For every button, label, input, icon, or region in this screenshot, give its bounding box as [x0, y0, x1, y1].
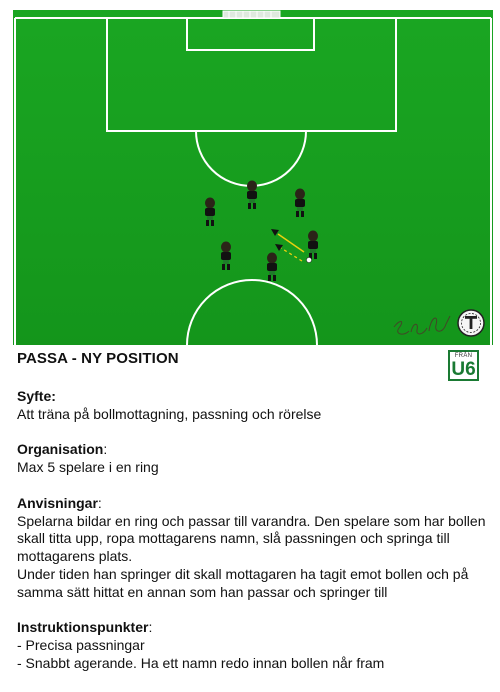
- pitch-surface: [13, 10, 493, 345]
- list-item: - Snabbt agerande. Ha ett namn redo innan bollen når fram: [17, 654, 385, 671]
- section-text: Max 5 spelare i en ring: [17, 459, 159, 476]
- heading-colon: :: [148, 619, 153, 636]
- paragraph: Spelarna bildar en ring och passar till varandra. Den spelare som har bollen skall titta upp, ropa mottagarens namn, slå passningen och springa till mottagarens plats.: [17, 512, 486, 565]
- section-heading: Syfte:: [17, 388, 56, 404]
- club-logo-icon: [458, 310, 484, 336]
- section-heading: Instruktionspunkter: [17, 619, 149, 636]
- instruction-list: [17, 637, 487, 673]
- pitch-diagram: [13, 10, 493, 345]
- heading-colon: :: [103, 441, 108, 458]
- ball-icon: [306, 257, 311, 262]
- section-syfte: [17, 388, 487, 424]
- badge-age-group: U6: [451, 359, 476, 380]
- paragraph: Under tiden han springer dit skall mottagaren ha tagit emot bollen och på samma sätt hittat en annan som han passar och springer till: [17, 565, 469, 600]
- section-anvisningar: [17, 495, 487, 602]
- section-heading: Organisation: [17, 441, 104, 458]
- goal-icon: [223, 11, 280, 18]
- drill-description: [17, 388, 487, 691]
- badge-from-label: FRÅN: [454, 353, 473, 359]
- section-text: Att träna på bollmottagning, passning och rörelse: [17, 405, 322, 422]
- heading-colon: :: [97, 494, 102, 511]
- section-instruktionspunkter: [17, 619, 487, 672]
- age-group-badge: [448, 350, 479, 381]
- list-item: - Precisa passningar: [17, 637, 145, 654]
- section-heading: Anvisningar: [17, 494, 98, 511]
- drill-title: PASSA - NY POSITION: [17, 350, 179, 367]
- section-organisation: [17, 441, 487, 477]
